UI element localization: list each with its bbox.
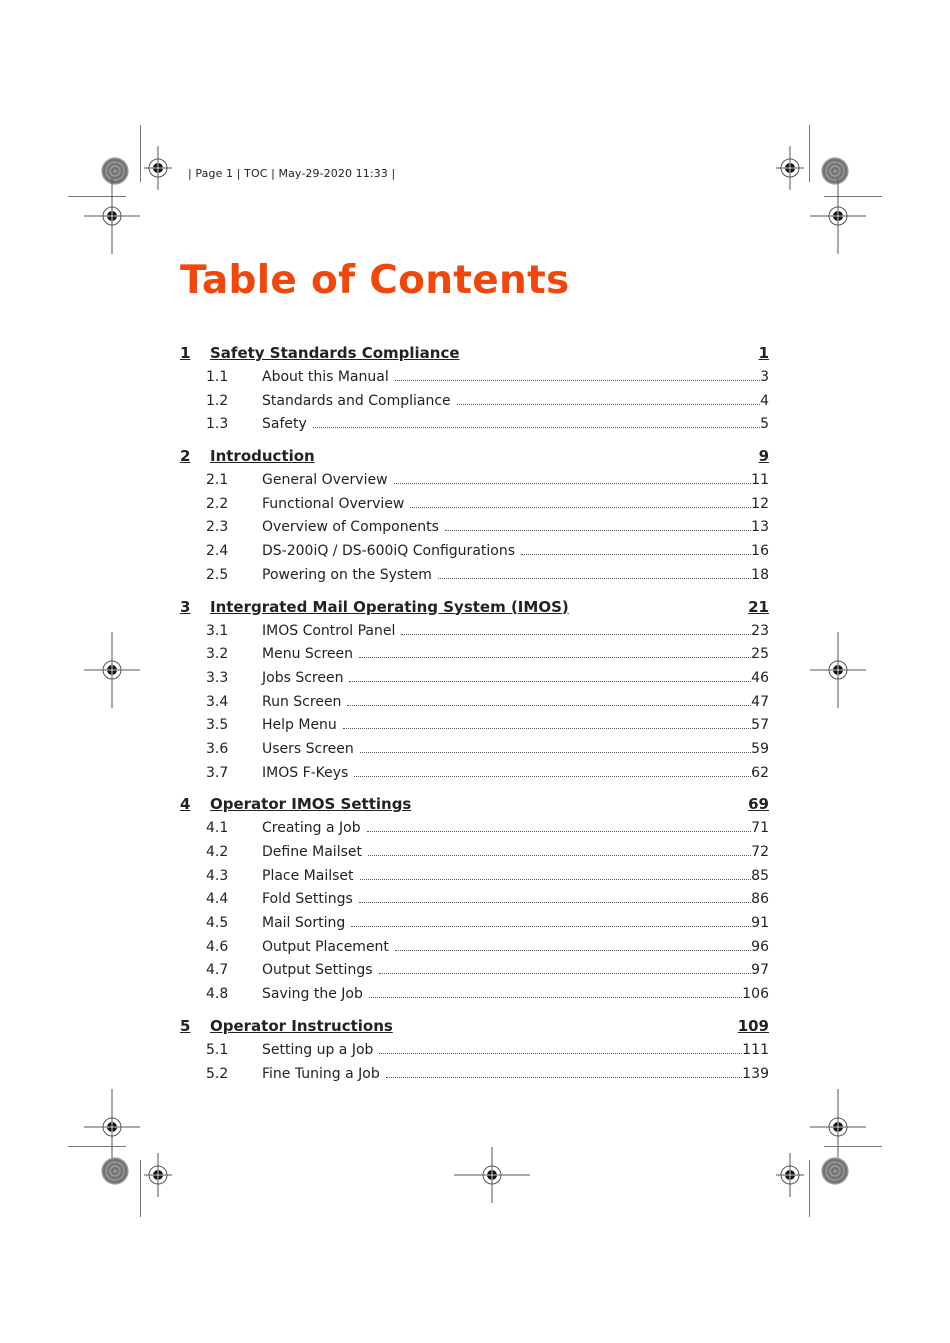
section-page-number: 111 (742, 1041, 769, 1058)
toc-section[interactable] (180, 390, 769, 414)
section-title[interactable]: Fold Settings (262, 891, 353, 908)
section-number: 2.2 (206, 495, 229, 512)
section-number: 2.1 (206, 472, 229, 489)
toc-section[interactable] (180, 540, 769, 564)
section-number: 4.1 (206, 820, 229, 837)
toc-chapter[interactable] (180, 445, 769, 469)
crop-line (68, 1146, 126, 1147)
section-number: 5.2 (206, 1065, 229, 1082)
section-page-number: 62 (751, 764, 769, 781)
section-title[interactable]: Functional Overview (262, 495, 405, 512)
section-number: 4.7 (206, 962, 229, 979)
section-page-number: 97 (751, 962, 769, 979)
section-page-number: 106 (742, 986, 769, 1003)
section-number: 4.4 (206, 891, 229, 908)
section-number: 2.3 (206, 519, 229, 536)
section-page-number: 71 (751, 820, 769, 837)
chapter-number: 5 (180, 1016, 191, 1035)
dot-leader (369, 997, 742, 998)
toc-chapter[interactable] (180, 342, 769, 366)
section-title[interactable]: Users Screen (262, 740, 354, 757)
section-title[interactable]: Overview of Components (262, 519, 439, 536)
toc-chapter[interactable] (180, 596, 769, 620)
toc-section[interactable] (180, 620, 769, 644)
section-number: 4.3 (206, 867, 229, 884)
section-title[interactable]: General Overview (262, 472, 388, 489)
page-title: Table of Contents (180, 258, 570, 303)
page-header-slug: | Page 1 | TOC | May-29-2020 11:33 | (188, 167, 396, 180)
section-number: 4.2 (206, 844, 229, 860)
chapter-title[interactable]: Introduction (210, 447, 315, 466)
section-title[interactable]: Setting up a Job (262, 1041, 374, 1058)
dot-leader (343, 728, 751, 729)
registration-disc-icon (101, 1157, 129, 1185)
section-number: 5.1 (206, 1041, 229, 1058)
dot-leader (410, 507, 751, 508)
section-number: 3.3 (206, 669, 229, 686)
registration-crosshair-icon (144, 1153, 172, 1197)
section-title[interactable]: Define Mailset (262, 844, 362, 860)
crop-line (140, 125, 141, 182)
section-title[interactable]: Mail Sorting (262, 915, 346, 932)
crop-line (824, 1146, 882, 1147)
section-title[interactable]: Help Menu (262, 717, 337, 734)
dot-leader (379, 1053, 742, 1054)
toc-section[interactable] (180, 714, 769, 738)
toc-section[interactable] (180, 888, 769, 912)
section-title[interactable]: Creating a Job (262, 820, 361, 837)
registration-disc-icon (821, 1157, 849, 1185)
section-page-number: 13 (751, 519, 769, 536)
section-number: 1.3 (206, 416, 229, 433)
section-page-number: 46 (751, 669, 769, 686)
dot-leader (395, 380, 760, 381)
section-title[interactable]: DS-200iQ / DS-600iQ Configurations (262, 543, 516, 560)
section-page-number: 139 (742, 1065, 769, 1082)
dot-leader (368, 855, 751, 856)
section-number: 2.4 (206, 543, 229, 560)
section-number: 4.6 (206, 938, 229, 955)
section-number: 4.5 (206, 915, 229, 932)
dot-leader (349, 681, 751, 682)
toc-chapter[interactable] (180, 793, 769, 817)
section-page-number: 59 (751, 740, 769, 757)
registration-crosshair-icon (454, 1147, 530, 1203)
toc-section[interactable] (180, 643, 769, 667)
dot-leader (360, 752, 751, 753)
registration-crosshair-icon (84, 1089, 140, 1165)
toc-section[interactable] (180, 516, 769, 540)
dot-leader (521, 554, 751, 555)
chapter-page-number: 9 (758, 447, 769, 466)
section-number: 3.6 (206, 740, 229, 757)
section-title[interactable]: About this Manual (262, 369, 389, 385)
section-page-number: 4 (760, 392, 769, 409)
dot-leader (438, 578, 751, 579)
toc-section[interactable] (180, 691, 769, 715)
crop-line (809, 125, 810, 182)
dot-leader (359, 657, 751, 658)
section-page-number: 72 (751, 844, 769, 860)
chapter-number: 2 (180, 447, 191, 466)
toc-section[interactable] (180, 1063, 769, 1087)
section-page-number: 12 (751, 495, 769, 512)
section-number: 1.2 (206, 392, 229, 409)
dot-leader (359, 902, 751, 903)
dot-leader (401, 634, 751, 635)
section-title[interactable]: Standards and Compliance (262, 392, 451, 409)
toc-section[interactable] (180, 912, 769, 936)
section-title[interactable]: Fine Tuning a Job (262, 1065, 380, 1082)
registration-crosshair-icon (810, 1089, 866, 1165)
registration-crosshair-icon (810, 632, 866, 708)
toc-section[interactable] (180, 1039, 769, 1063)
section-page-number: 25 (751, 646, 769, 663)
chapter-page-number: 69 (748, 795, 769, 814)
chapter-number: 4 (180, 795, 191, 814)
chapter-page-number: 21 (748, 597, 769, 616)
toc-section[interactable] (180, 983, 769, 1007)
table-of-contents (180, 342, 769, 1086)
dot-leader (386, 1077, 743, 1078)
dot-leader (445, 530, 751, 531)
section-title[interactable]: Output Placement (262, 938, 389, 955)
section-title[interactable]: Powering on the System (262, 566, 432, 583)
toc-section[interactable] (180, 817, 769, 841)
chapter-number: 1 (180, 344, 191, 362)
toc-chapter[interactable] (180, 1015, 769, 1039)
chapter-page-number: 109 (737, 1016, 769, 1035)
chapter-page-number: 1 (758, 344, 769, 362)
section-page-number: 85 (751, 867, 769, 884)
dot-leader (360, 879, 752, 880)
toc-section[interactable] (180, 667, 769, 691)
section-number: 3.5 (206, 717, 229, 734)
section-title[interactable]: Jobs Screen (262, 669, 344, 686)
dot-leader (394, 483, 752, 484)
section-number: 3.2 (206, 646, 229, 663)
chapter-title[interactable]: Safety Standards Compliance (210, 344, 460, 362)
registration-crosshair-icon (84, 632, 140, 708)
dot-leader (367, 831, 752, 832)
registration-crosshair-icon (144, 146, 172, 190)
section-page-number: 91 (751, 915, 769, 932)
section-page-number: 47 (751, 693, 769, 710)
section-page-number: 57 (751, 717, 769, 734)
chapter-title[interactable]: Operator IMOS Settings (210, 795, 412, 814)
registration-crosshair-icon (810, 178, 866, 254)
section-page-number: 86 (751, 891, 769, 908)
toc-section[interactable] (180, 762, 769, 786)
section-number: 3.4 (206, 693, 229, 710)
toc-section[interactable] (180, 936, 769, 960)
section-title[interactable]: Run Screen (262, 693, 342, 710)
section-page-number: 18 (751, 566, 769, 583)
crop-line (809, 1160, 810, 1217)
section-title[interactable]: IMOS Control Panel (262, 622, 396, 639)
toc-section[interactable] (180, 469, 769, 493)
registration-crosshair-icon (776, 146, 804, 190)
section-title[interactable]: IMOS F-Keys (262, 764, 349, 781)
toc-section[interactable] (180, 493, 769, 517)
section-title[interactable]: Place Mailset (262, 867, 354, 884)
section-number: 2.5 (206, 566, 229, 583)
section-title[interactable]: Menu Screen (262, 646, 354, 663)
section-page-number: 23 (751, 622, 769, 639)
dot-leader (379, 973, 752, 974)
dot-leader (457, 404, 760, 405)
section-number: 3.1 (206, 622, 229, 639)
section-title[interactable]: Safety (262, 416, 307, 433)
chapter-title[interactable]: Operator Instructions (210, 1016, 393, 1035)
toc-section[interactable] (180, 959, 769, 983)
section-page-number: 96 (751, 938, 769, 955)
toc-section[interactable] (180, 841, 769, 865)
dot-leader (354, 776, 751, 777)
chapter-number: 3 (180, 597, 191, 616)
section-number: 4.8 (206, 986, 229, 1003)
dot-leader (313, 427, 760, 428)
dot-leader (351, 926, 751, 927)
section-page-number: 3 (760, 369, 769, 385)
toc-section[interactable] (180, 738, 769, 762)
toc-section[interactable] (180, 366, 769, 390)
section-number: 1.1 (206, 369, 229, 385)
chapter-title[interactable]: Intergrated Mail Operating System (IMOS) (210, 597, 569, 616)
registration-crosshair-icon (84, 178, 140, 254)
registration-crosshair-icon (776, 1153, 804, 1197)
section-number: 3.7 (206, 764, 229, 781)
dot-leader (347, 705, 751, 706)
toc-section[interactable] (180, 865, 769, 889)
toc-section[interactable] (180, 564, 769, 588)
toc-section[interactable] (180, 413, 769, 437)
dot-leader (395, 950, 751, 951)
section-page-number: 5 (760, 416, 769, 433)
section-page-number: 11 (751, 472, 769, 489)
section-page-number: 16 (751, 543, 769, 560)
section-title[interactable]: Output Settings (262, 962, 373, 979)
crop-line (140, 1160, 141, 1217)
section-title[interactable]: Saving the Job (262, 986, 363, 1003)
